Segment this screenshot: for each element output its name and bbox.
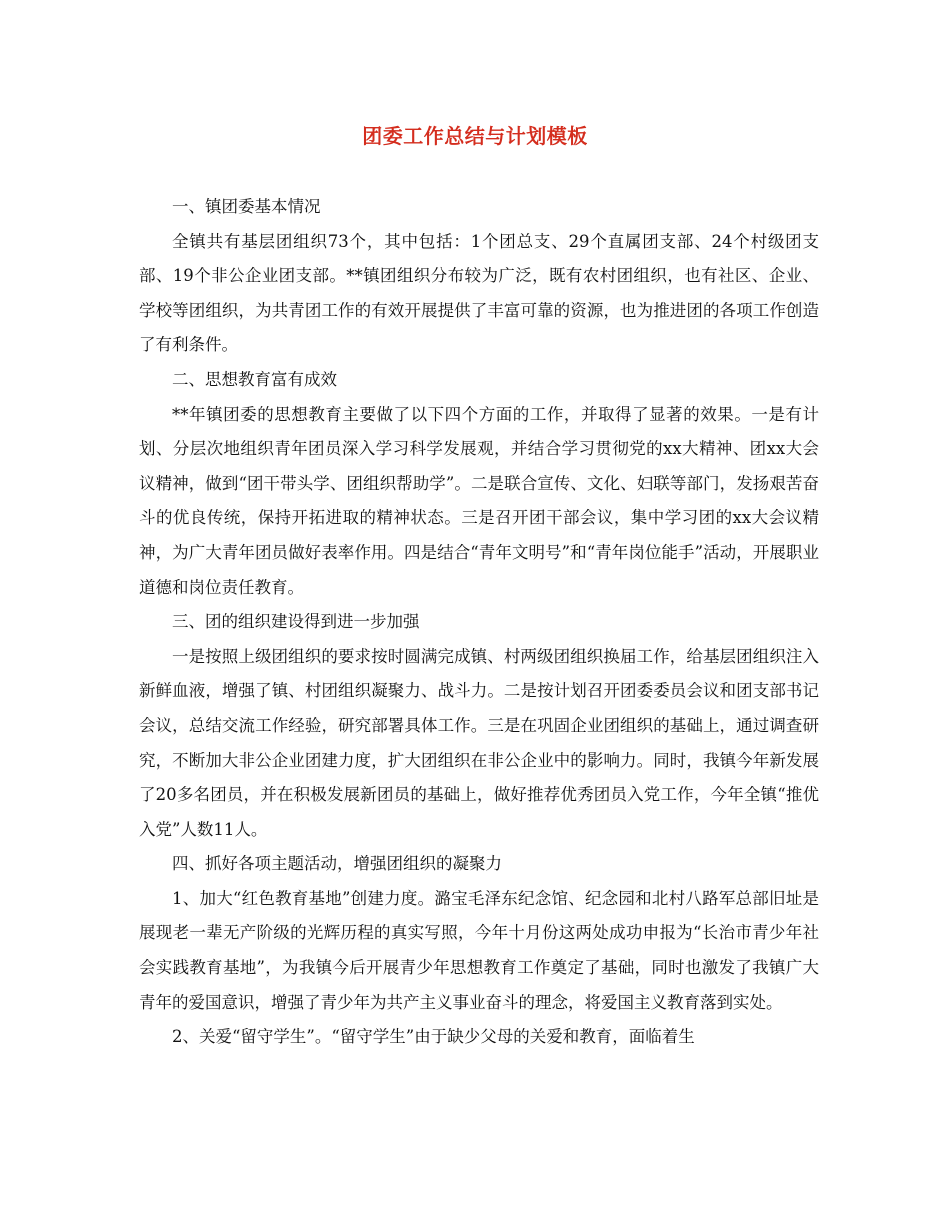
section-heading: 三、团的组织建设得到进一步加强 <box>172 612 420 632</box>
body-paragraph: **年镇团委的思想教育主要做了以下四个方面的工作，并取得了显著的效果。一是有计划、分层次地组织青年团员深入学习科学发展观，并结合学习贯彻党的xx大精神、团xx大会议精神，做到“团干带头学、团组织帮助学”。二是联合宣传、文化、妇联等部门，发扬艰苦奋斗的优良传统，保持开拓进取的精神状态。三是召开团干部会议，集中学习团的xx大会议精神，为广大青年团员做好表率作用。四是结合“青年文明号”和“青年岗位能手”活动，开展职业道德和岗位责任教育。 <box>139 404 819 597</box>
body-paragraph: 1、加大“红色教育基地”创建力度。潞宝毛泽东纪念馆、纪念园和北村八路军总部旧址是展现老一辈无产阶级的光辉历程的真实写照，今年十月份这两处成功申报为“长治市青少年社会实践教育基地”，为我镇今后开展青少年思想教育工作奠定了基础，同时也激发了我镇广大青年的爱国意识，增强了青少年为共产主义事业奋斗的理念，将爱国主义教育落到实处。 <box>139 888 819 1012</box>
document-title: 团委工作总结与计划模板 <box>362 124 588 148</box>
section-heading: 一、镇团委基本情况 <box>172 197 321 216</box>
document-body <box>139 190 819 1055</box>
section-heading: 四、抓好各项主题活动，增强团组织的凝聚力 <box>172 854 502 874</box>
body-paragraph: 全镇共有基层团组织73个，其中包括：1个团总支、29个直属团支部、24个村级团支部、19个非公企业团支部。**镇团组织分布较为广泛，既有农村团组织，也有社区、企业、学校等团组织，为共青团工作的有效开展提供了丰富可靠的资源，也为推进团的各项工作创造了有利条件。 <box>139 231 819 355</box>
body-paragraph: 2、关爱“留守学生”。“留守学生”由于缺少父母的关爱和教育，面临着生 <box>172 1027 695 1047</box>
section-heading: 二、思想教育富有成效 <box>172 369 337 389</box>
body-paragraph: 一是按照上级团组织的要求按时圆满完成镇、村两级团组织换届工作，给基层团组织注入新鲜血液，增强了镇、村团组织凝聚力、战斗力。二是按计划召开团委委员会议和团支部书记会议，总结交流工作经验，研究部署具体工作。三是在巩固企业团组织的基础上，通过调查研究，不断加大非公企业团建力度，扩大团组织在非公企业中的影响力。同时，我镇今年新发展了20多名团员，并在积极发展新团员的基础上，做好推荐优秀团员入党工作，今年全镇“推优入党”人数11人。 <box>139 646 819 839</box>
